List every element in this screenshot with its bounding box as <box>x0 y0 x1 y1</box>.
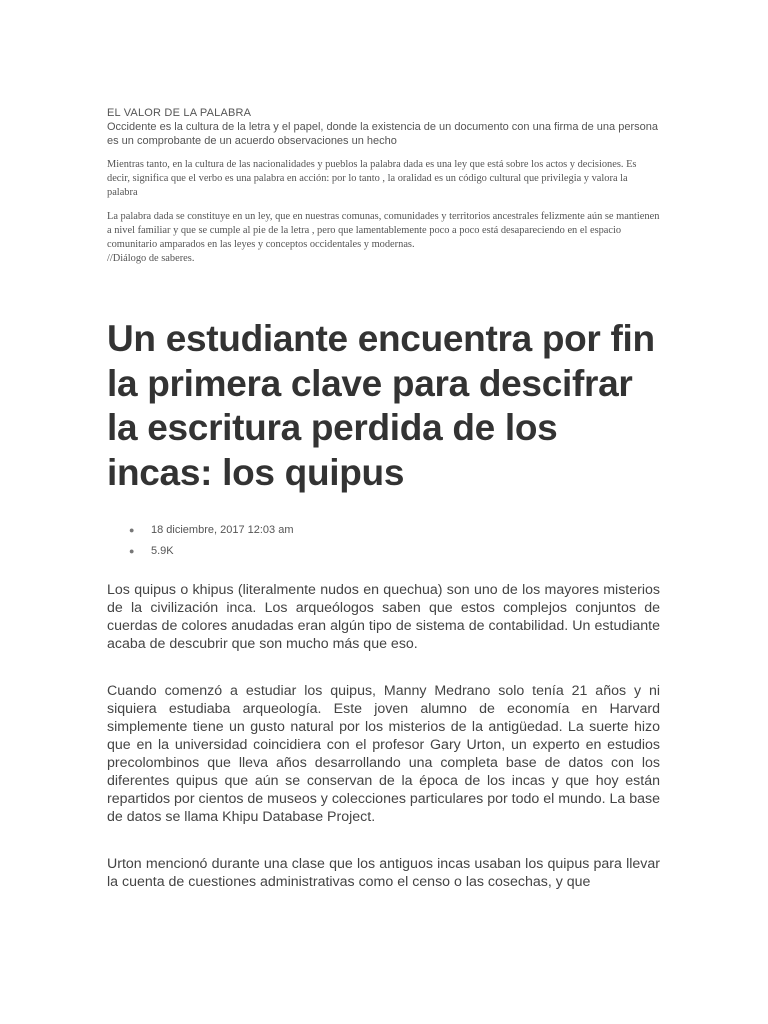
meta-views <box>107 541 660 562</box>
article-paragraph: Urton mencionó durante una clase que los antiguos incas usaban los quipus para llevar la cuenta de cuestiones administrativas como el censo o las cosechas, y que <box>107 855 660 890</box>
article-meta <box>107 520 660 562</box>
meta-date-text: 18 diciembre, 2017 12:03 am <box>151 523 294 536</box>
article-paragraph: Cuando comenzó a estudiar los quipus, Manny Medrano solo tenía 21 años y ni siquiera estudiaba arqueología. Este joven alumno de economía en Harvard simplemente tiene un gusto natural por los misterios de la antigüedad. La suerte hizo que en la universidad coincidiera con el profesor Gary Urton, un experto en estudios precolombinos que lleva años desarrollando una completa base de datos con los diferentes quipus que aún se conservan de la época de los incas y que hoy están repartidos por cientos de museos y colecciones particulares por todo el mundo. La base de datos se llama Khipu Database Project. <box>107 682 660 825</box>
meta-date <box>107 520 660 541</box>
document-page <box>107 106 660 891</box>
intro-signature: //Diálogo de saberes. <box>107 253 195 264</box>
intro-paragraph-2: La palabra dada se constituye en un ley, que en nuestras comunas, comunidades y territorios ancestrales felizmente aún se mantienen a nivel familiar y que se cumple al pie de la letra , pero que lamentablemente poco a poco está desapareciendo en el espacio comunitario amparados en las leyes y conceptos occidentales y modernas. <box>107 211 660 250</box>
bullet-icon: ● <box>129 524 135 535</box>
intro-title: EL VALOR DE LA PALABRA <box>107 107 252 119</box>
article-headline: Un estudiante encuentra por fin la primera clave para descifrar la escritura perdida de los incas: los quipus <box>107 318 655 493</box>
intro-line: Occidente es la cultura de la letra y el papel, donde la existencia de un documento con una firma de una persona es un comprobante de un acuerdo observaciones un hecho <box>107 121 658 147</box>
intro-paragraph-1: Mientras tanto, en la cultura de las nacionalidades y pueblos la palabra dada es una ley que está sobre los actos y decisiones. Es decir, significa que el verbo es una palabra en acción: por lo tanto , la oralidad es un código cultural que privilegia y valora la palabra <box>107 159 637 198</box>
bullet-icon: ● <box>129 545 135 556</box>
article-paragraph: Los quipus o khipus (literalmente nudos en quechua) son uno de los mayores misterios de la civilización inca. Los arqueólogos saben que estos complejos conjuntos de cuerdas de colores anudadas eran algún tipo de sistema de contabilidad. Un estudiante acaba de descubrir que son mucho más que eso. <box>107 581 660 652</box>
meta-views-text: 5.9K <box>151 544 174 557</box>
